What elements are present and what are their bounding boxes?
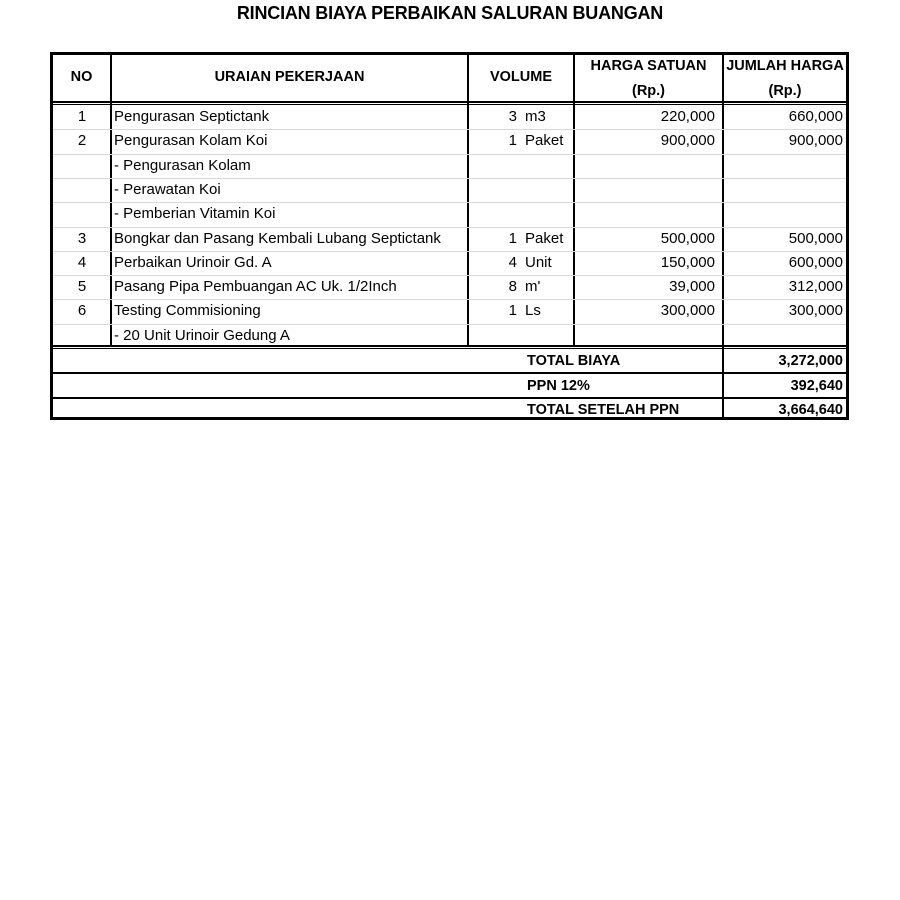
row-number [53,202,111,226]
row-number: 3 [77,229,87,247]
row-description: - Perawatan Koi [114,180,221,198]
row-number: 2 [77,132,87,150]
row-total-price: 312,000 [788,278,843,296]
row-quantity: 1 [508,132,517,150]
row-unit [525,154,575,178]
table-row [53,299,846,323]
row-unit: Unit [525,253,552,271]
row-total-price [723,178,843,202]
table-row [53,251,846,275]
row-unit-price [577,202,715,226]
row-quantity: 1 [508,302,517,320]
row-total-price: 600,000 [788,253,843,271]
row-unit: Ls [525,302,541,320]
row-description: Perbaikan Urinoir Gd. A [114,253,272,271]
row-total-price [723,154,843,178]
grand-total-value: 3,664,640 [778,402,843,418]
row-description: Testing Commisioning [114,302,261,320]
row-description: Pengurasan Kolam Koi [114,132,268,150]
row-unit: Paket [525,132,564,150]
table-row [53,178,846,202]
summary-divider [53,345,846,347]
row-unit-price [577,178,715,202]
row-number [53,154,111,178]
row-unit: m3 [525,108,546,125]
row-description: - Pengurasan Kolam [114,156,251,174]
table-row [53,154,846,178]
table-row [53,227,846,251]
table-row [53,275,846,299]
row-total-price: 300,000 [788,302,843,320]
row-unit: m' [525,278,541,296]
row-unit-price: 150,000 [660,253,715,271]
row-total-price: 500,000 [788,229,843,247]
row-description: - 20 Unit Urinoir Gedung A [114,326,290,344]
row-quantity: 3 [508,108,517,125]
row-unit-price: 300,000 [660,302,715,320]
row-total-price: 900,000 [788,132,843,150]
header-total-price-currency: (Rp.) [768,83,802,99]
table-row [53,129,846,153]
ppn-label: PPN 12% [527,378,590,394]
row-unit-price: 220,000 [660,108,715,125]
document-title: RINCIAN BIAYA PERBAIKAN SALURAN BUANGAN [236,3,664,23]
row-number: 5 [77,278,87,296]
header-description: URAIAN PEKERJAAN [214,69,365,85]
row-unit [525,202,575,226]
cost-table [50,52,849,420]
row-quantity [473,178,517,202]
row-quantity [473,154,517,178]
row-quantity [473,202,517,226]
row-total-price [723,202,843,226]
grand-total-label: TOTAL SETELAH PPN [527,402,680,418]
row-unit: Paket [525,229,564,247]
total-cost-label: TOTAL BIAYA [527,353,621,369]
row-quantity: 4 [508,253,517,271]
total-cost-value: 3,272,000 [778,353,843,369]
row-unit-price: 500,000 [660,229,715,247]
row-number: 4 [77,253,87,271]
row-unit-price [577,154,715,178]
row-description: Pengurasan Septictank [114,108,270,125]
header-unit-price: HARGA SATUAN [590,58,707,74]
header-volume: VOLUME [489,69,553,85]
header-unit-price-currency: (Rp.) [631,83,665,99]
row-unit-price: 39,000 [669,278,715,296]
row-number: 1 [77,108,87,125]
row-description: Pasang Pipa Pembuangan AC Uk. 1/2Inch [114,278,397,296]
table-row [53,105,846,129]
row-unit [525,178,575,202]
row-number: 6 [77,302,87,320]
row-quantity: 1 [508,229,517,247]
row-number [53,178,111,202]
row-unit-price: 900,000 [660,132,715,150]
row-description: - Pemberian Vitamin Koi [114,205,276,223]
header-total-price: JUMLAH HARGA [726,58,844,74]
row-total-price: 660,000 [788,108,843,125]
header-no: NO [70,69,93,85]
row-description: Bongkar dan Pasang Kembali Lubang Septictank [114,229,441,247]
row-quantity: 8 [508,278,517,296]
header-divider [53,101,846,103]
ppn-value: 392,640 [790,378,843,394]
table-row [53,202,846,226]
